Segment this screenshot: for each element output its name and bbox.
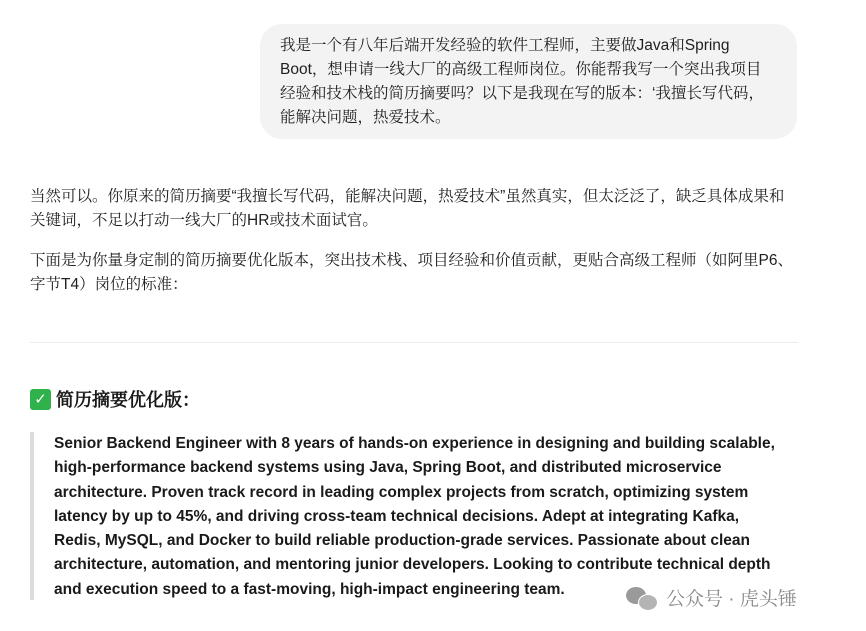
horizontal-divider — [30, 342, 798, 343]
resume-summary-quote — [30, 432, 800, 600]
quote-line: and execution speed to a fast-moving, high-impact engineering team. — [54, 580, 565, 598]
check-mark-icon: ✓ — [30, 389, 51, 410]
reply-paragraph-2 — [30, 249, 800, 297]
reply-line: 下面是为你量身定制的简历摘要优化版本，突出技术栈、项目经验和价值贡献，更贴合高级工程师（如阿里P6、 — [30, 252, 793, 269]
watermark — [626, 584, 797, 611]
watermark-text: 公众号 · 虎头锤 — [666, 589, 797, 610]
section-heading-text: 简历摘要优化版： — [56, 390, 200, 410]
reply-line: 当然可以。你原来的简历摘要“我擅长写代码，能解决问题，热爱技术”虽然真实，但太泛泛了，缺乏具体成果和 — [30, 188, 785, 205]
quote-line: high-performance backend systems using Java, Spring Boot, and distributed microservice — [54, 459, 722, 477]
assistant-reply — [30, 185, 800, 313]
section-heading — [30, 386, 200, 412]
wechat-icon — [626, 585, 660, 611]
user-message-line: 经验和技术栈的简历摘要吗？以下是我现在写的版本：‘我擅长写代码， — [280, 85, 764, 102]
quote-line: architecture, automation, and mentoring junior developers. Looking to contribute technical depth — [54, 556, 771, 574]
quote-text — [54, 432, 800, 602]
user-message-line: 能解决问题，热爱技术。 — [280, 109, 451, 126]
reply-paragraph-1 — [30, 185, 800, 233]
user-message-line: 我是一个有八年后端开发经验的软件工程师，主要做Java和Spring — [280, 37, 730, 54]
user-message-bubble — [260, 24, 797, 139]
reply-line: 字节T4）岗位的标准： — [30, 276, 188, 293]
quote-line: Redis, MySQL, and Docker to build reliable production-grade services. Passionate about clean — [54, 532, 750, 550]
quote-line: Senior Backend Engineer with 8 years of hands-on experience in designing and building scalable, — [54, 435, 775, 452]
user-message-line: Boot，想申请一线大厂的高级工程师岗位。你能帮我写一个突出我项目 — [280, 61, 762, 78]
quote-line: latency by up to 45%, and driving cross-team technical decisions. Adept at integrating Kafka, — [54, 507, 740, 525]
quote-line: architecture. Proven track record in leading complex projects from scratch, optimizing system — [54, 483, 749, 501]
reply-line: 关键词，不足以打动一线大厂的HR或技术面试官。 — [30, 212, 378, 229]
